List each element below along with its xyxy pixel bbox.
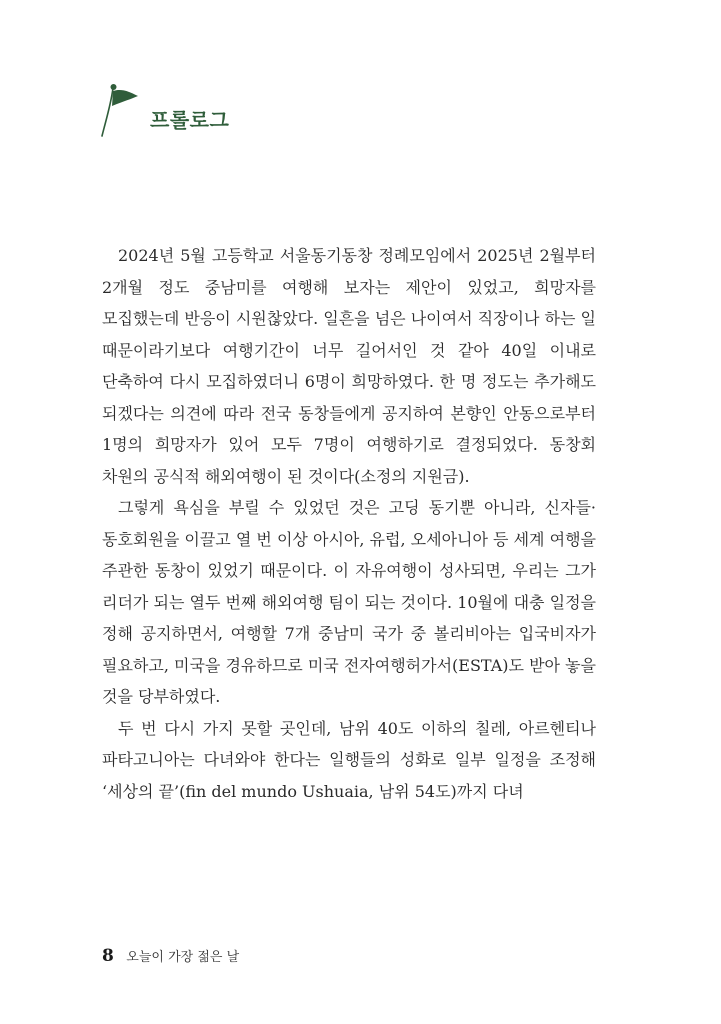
paragraph-2: 그렇게 욕심을 부릴 수 있었던 것은 고딩 동기뿐 아니라, 신자들·동호회원을 이끌고 열 번 이상 아시아, 유럽, 오세아니아 등 세계 여행을 주관한 동창이 있었기 때문이다. 이 자유여행이 성사되면, 우리는 그가 리더가 되는 열두 번째 해외여행 팀이 되는 것이다. 10월에 대충 일정을 정해 공지하면서, 여행할 7개 중남미 국가 중 볼리비아는 입국비자가 필요하고, 미국을 경유하므로 미국 전자여행허가서(ESTA)도 받아 놓을 것을 당부하였다. (102, 498, 596, 706)
flag-icon (100, 82, 148, 138)
chapter-title: 프롤로그 (150, 108, 230, 132)
running-title: 오늘이 가장 젊은 날 (126, 950, 240, 965)
chapter-header (100, 82, 300, 142)
page-footer (102, 946, 239, 966)
paragraph-3: 두 번 다시 가지 못할 곳인데, 남위 40도 이하의 칠레, 아르헨티나 파타고니아는 다녀와야 한다는 일행들의 성화로 일부 일정을 조정해 ‘세상의 끝’(fin del mundo Ushuaia, 남위 54도)까지 다녀 (102, 718, 596, 801)
body-text (102, 240, 596, 807)
paragraph-1: 2024년 5월 고등학교 서울동기동창 정례모임에서 2025년 2월부터 2개월 정도 중남미를 여행해 보자는 제안이 있었고, 희망자를 모집했는데 반응이 시원찮았다. 일흔을 넘은 나이여서 직장이나 하는 일 때문이라기보다 여행기간이 너무 길어서인 것 같아 40일 이내로 단축하여 다시 모집하였더니 6명이 희망하였다. 한 명 정도는 추가해도 되겠다는 의견에 따라 전국 동창들에게 공지하여 본향인 안동으로부터 1명의 희망자가 있어 모두 7명이 여행하기로 결정되었다. 동창회 차원의 공식적 해외여행이 된 것이다(소정의 지원금). (102, 246, 596, 486)
page-number: 8 (102, 946, 114, 966)
